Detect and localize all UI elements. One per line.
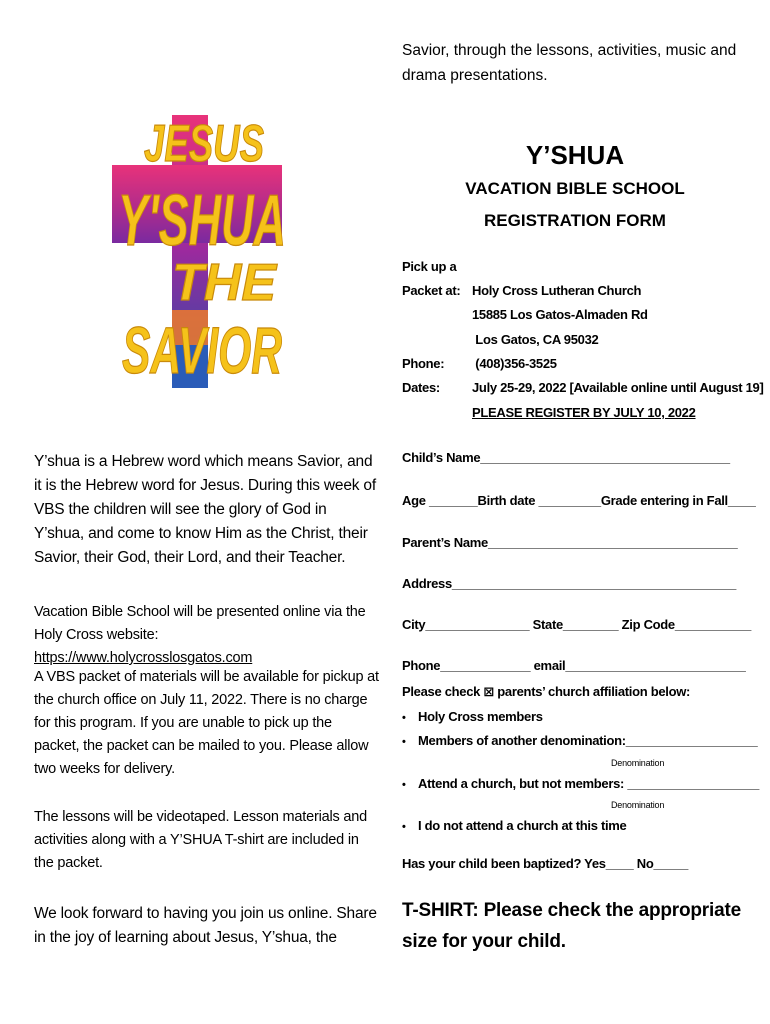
logo-word-savior: SAVIOR bbox=[122, 313, 283, 387]
cross-logo-graphic bbox=[110, 95, 290, 390]
church-name: Holy Cross Lutheran Church bbox=[472, 283, 642, 298]
tshirt-line-2: size for your child. bbox=[402, 931, 566, 952]
form-subtitle-vbs: VACATION BIBLE SCHOOL bbox=[465, 179, 685, 198]
option-no-church[interactable] bbox=[402, 818, 626, 833]
option-attend-not-member[interactable] bbox=[402, 776, 759, 791]
phone-email-field[interactable]: Phone_____________ email__________________________ bbox=[402, 658, 746, 673]
vbs-logo bbox=[110, 95, 290, 390]
phone-label: Phone: bbox=[402, 356, 445, 371]
option-label: I do not attend a church at this time bbox=[418, 818, 627, 833]
denomination-caption-1: Denomination bbox=[611, 758, 665, 768]
tshirt-heading bbox=[402, 895, 762, 957]
website-link[interactable]: https://www.holycrosslosgatos.com bbox=[34, 650, 253, 666]
bullet-icon: • bbox=[402, 712, 406, 724]
option-label: Members of another denomination:___________________ bbox=[418, 733, 758, 748]
closing-paragraph: We look forward to having you join us online. Share in the joy of learning about Jesus, Y’shua, the bbox=[34, 905, 377, 946]
form-subtitle-registration: REGISTRATION FORM bbox=[484, 211, 666, 230]
option-holy-cross-members[interactable] bbox=[402, 709, 543, 724]
age-birthdate-grade-field[interactable]: Age _______Birth date _________Grade entering in Fall____ bbox=[402, 493, 756, 508]
bullet-icon: • bbox=[402, 779, 406, 791]
bullet-icon: • bbox=[402, 736, 406, 748]
form-title: Y’SHUA bbox=[525, 140, 625, 170]
church-address-2: Los Gatos, CA 95032 bbox=[472, 332, 599, 347]
logo-word-the: THE bbox=[172, 254, 278, 312]
pickup-label-2: Packet at: bbox=[402, 283, 461, 298]
child-name-field[interactable]: Child’s Name____________________________________ bbox=[402, 450, 730, 465]
option-other-denomination[interactable] bbox=[402, 733, 757, 748]
logo-word-yshua: Y'SHUA bbox=[118, 181, 286, 261]
logo-word-jesus: JESUS bbox=[144, 115, 265, 173]
option-label: Holy Cross members bbox=[418, 709, 543, 724]
videotape-paragraph: The lessons will be videotaped. Lesson materials and activities along with a Y’SHUA T-shirt are included in the packet. bbox=[34, 809, 367, 871]
denomination-caption-2: Denomination bbox=[611, 800, 665, 810]
register-deadline: PLEASE REGISTER BY JULY 10, 2022 bbox=[472, 405, 696, 420]
tshirt-line-1: T-SHIRT: Please check the appropriate bbox=[402, 900, 741, 921]
bullet-icon: • bbox=[402, 821, 406, 833]
savior-continuation: Savior, through the lessons, activities, music and drama presentations. bbox=[402, 42, 737, 84]
church-phone: (408)356-3525 bbox=[472, 356, 557, 371]
baptized-question-field[interactable]: Has your child been baptized? Yes____ No_____ bbox=[402, 856, 689, 871]
address-field[interactable]: Address_________________________________________ bbox=[402, 576, 737, 591]
online-paragraph bbox=[34, 601, 379, 670]
church-address-1: 15885 Los Gatos-Almaden Rd bbox=[472, 307, 648, 322]
dates-label: Dates: bbox=[402, 380, 440, 395]
option-label: Attend a church, but not members: ___________________ bbox=[418, 776, 760, 791]
intro-paragraph: Y’shua is a Hebrew word which means Savior, and it is the Hebrew word for Jesus. During this week of VBS the children will see the glory of God in Y’shua, and come to know Him as the Christ, their Savior, their God, their Lord, and their Teacher. bbox=[34, 453, 376, 566]
city-state-zip-field[interactable]: City_______________ State________ Zip Code___________ bbox=[402, 617, 752, 632]
vbs-dates: July 25-29, 2022 [Available online until August 19] bbox=[472, 380, 764, 395]
affiliation-instructions: Please check ⊠ parents’ church affiliation below: bbox=[402, 684, 691, 699]
packet-paragraph: A VBS packet of materials will be available for pickup at the church office on July 11, 2022. There is no charge for this program. If you are unable to pick up the packet, the packet can be mailed to you. Please allow two weeks for delivery. bbox=[34, 669, 379, 777]
pickup-label-1: Pick up a bbox=[402, 259, 457, 274]
online-text: Vacation Bible School will be presented online via the Holy Cross website: bbox=[34, 604, 366, 643]
parent-name-field[interactable]: Parent’s Name____________________________________ bbox=[402, 535, 738, 550]
